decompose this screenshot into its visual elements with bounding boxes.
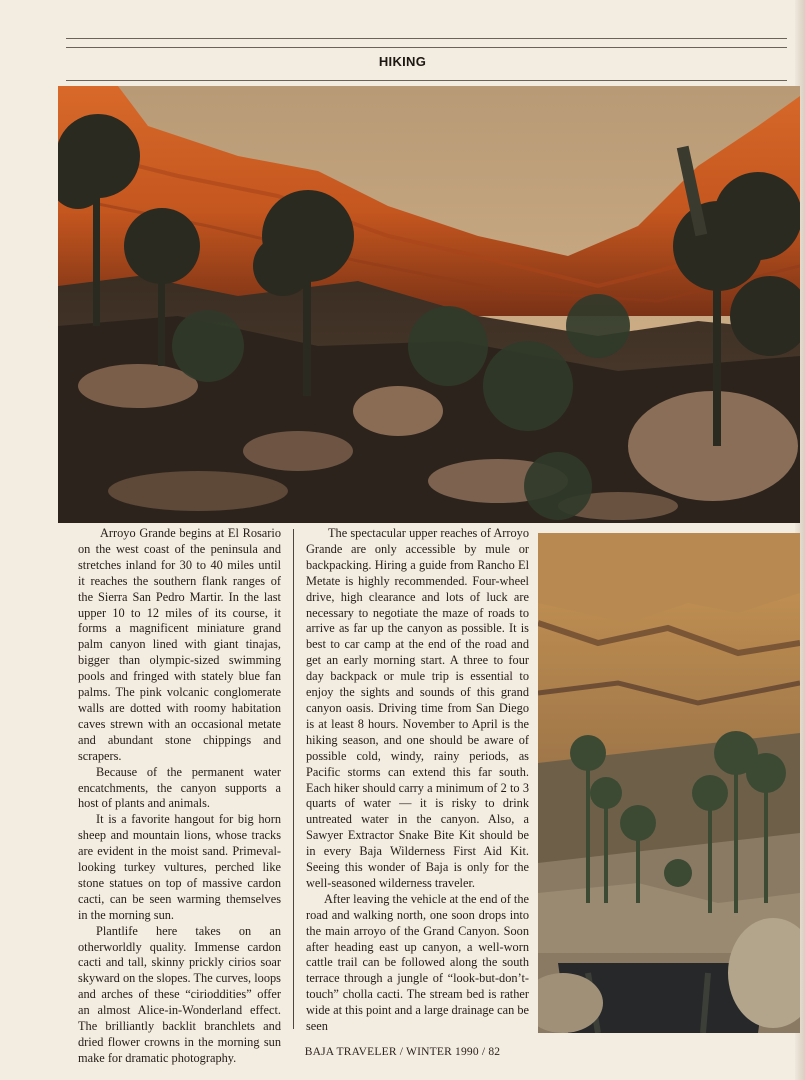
paragraph: Plantlife here takes on an otherworldly quality. Immense cardon cacti and tall, skinny prickly cirios soar skyward on the slopes. The curves, loops and arches of these “cirioddities” offer an almost Alice-in-Wonderland effect. The brilliantly backlit branchlets and dried flower crowns in the morning sun make for dramatic photography. [78,923,281,1065]
canyon-sunset-palms-photo [58,86,800,523]
paragraph: Arroyo Grande begins at El Rosario on the west coast of the peninsula and stretches inland for 30 to 40 miles until it reaches the southern flank ranges of the Sierra San Pedro Martir. In the last upper 10 to 12 miles of its course, it forms a magnificent miniature grand palm canyon lined with giant tinajas, bigger than olympic-sized swimming pools and fringed with stately blue fan palms. The pink volcanic conglomerate walls are dotted with roomy habitation caves strewn with an occasional metate and abundant stone chippings and scrapers. [78,526,281,763]
paragraph: After leaving the vehicle at the end of the road and walking north, one soon drops into the main arroyo of the Grand Canyon. Soon after heading east up canyon, a well-worn cattle trail can be followed along the south terrace through a jungle of “look-but-don’t-touch” cholla cacti. The stream bed is rather wide at this point and a large drainage can be seen [306,891,529,1034]
section-label: HIKING [378,54,427,69]
column-divider [293,529,294,1029]
header-rule [66,80,787,81]
paragraph: The spectacular upper reaches of Arroyo Grande are only accessible by mule or backpacking. Hiring a guide from Rancho El Metate is highly recommended. Four-wheel drive, high clearance and lots of luck are necessary to negotiate the maze of roads to arrive as far up the canyon as possible. It is best to car camp at the end of the road and get an early morning start. A three to four day backpack or mule trip is essential to enjoy the sights and sounds of this grand canyon oasis. Driving time from San Diego is at least 8 hours. November to April is the hiking season, and one should be aware of possible cold, windy, rainy periods, as Pacific storms can extend this far south. Each hiker should carry a minimum of 2 to 3 quarts of water — it is risky to drink untreated water in the canyon. Also, a Sawyer Extractor Snake Bite Kit should be in every Baja Wilderness First Aid Kit. Seeing this wonder of Baja is only for the well-seasoned wilderness traveler. [306,526,529,890]
paragraph: Because of the permanent water encatchments, the canyon supports a host of plants and animals. [78,764,281,811]
top-rule-inner [66,47,787,48]
paragraph: It is a favorite hangout for big horn sheep and mountain lions, whose tracks are evident in the moist sand. Primeval-looking turkey vultures, perched like stone statues on top of massive cardon cacti, can be seen warming themselves in the morning sun. [78,812,281,922]
canyon-pool-palms-photo [538,533,800,1033]
top-rule [66,38,787,39]
page-footer: BAJA TRAVELER / WINTER 1990 / 82 [304,1046,501,1058]
article-column-2 [306,526,529,1035]
article-column-1 [78,526,281,1067]
